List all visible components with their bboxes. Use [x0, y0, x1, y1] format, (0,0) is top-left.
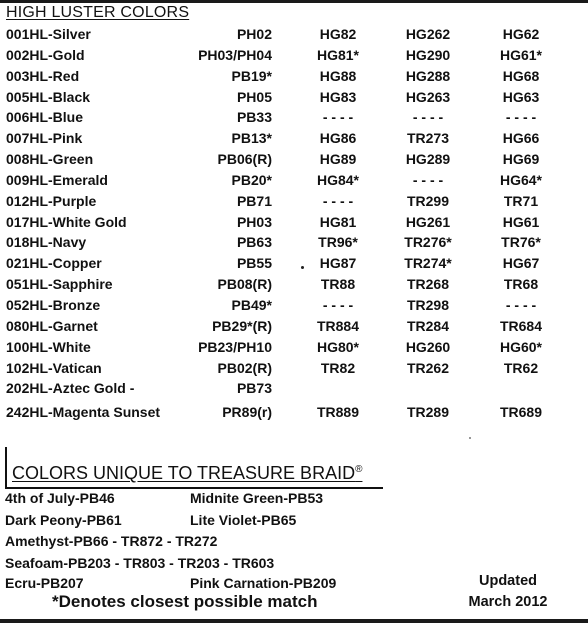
color-name-cell: 080HL-Garnet	[6, 317, 98, 334]
match-code-cell-3: TR62	[503, 359, 539, 376]
unique-item-4th-of-july: 4th of July-PB46	[5, 490, 115, 506]
pb-code-cell: PH03/PH04	[198, 46, 272, 63]
match-code-cell-1: TR889	[316, 404, 360, 421]
match-code-cell-3: HG61	[502, 213, 540, 230]
match-code-cell-1: - - - -	[322, 109, 354, 126]
match-code-cell-2: TR262	[406, 359, 450, 376]
match-code-cell-1: TR96*	[318, 234, 358, 251]
match-code-cell-2: HG262	[405, 26, 451, 42]
pb-code-cell: PB49*	[231, 296, 272, 313]
color-name-cell: 009HL-Emerald	[6, 171, 108, 188]
table-row	[0, 359, 588, 380]
color-name-cell: 102HL-Vatican	[6, 359, 102, 376]
box-bottom-rule	[5, 487, 383, 489]
match-code-cell-1: HG86	[319, 130, 357, 147]
color-name-cell: 202HL-Aztec Gold -	[6, 380, 135, 397]
match-code-cell-2: TR298	[406, 296, 450, 313]
box-left-rule	[5, 447, 7, 487]
match-code-cell-2: HG261	[405, 213, 451, 230]
section-title-high-luster: HIGH LUSTER COLORS	[6, 4, 190, 21]
match-code-cell-3: TR71	[503, 192, 539, 209]
match-code-cell-1: HG83	[319, 88, 357, 105]
registered-mark: ®	[355, 464, 363, 475]
color-name-cell: 007HL-Pink	[6, 130, 83, 147]
color-name-cell: 021HL-Copper	[6, 255, 102, 272]
speck-mark	[301, 266, 304, 269]
match-code-cell-3: HG60*	[499, 338, 543, 355]
match-code-cell-2: HG260	[405, 338, 451, 355]
unique-item-seafoam: Seafoam-PB203 - TR803 - TR203 - TR603	[5, 555, 275, 571]
section-title-unique	[12, 463, 362, 484]
match-code-cell-3: HG69	[502, 151, 540, 168]
pb-code-cell: PH02	[236, 26, 272, 42]
unique-item-ecru: Ecru-PB207	[5, 575, 84, 591]
table-row	[0, 46, 588, 67]
table-row	[0, 400, 588, 421]
match-code-cell-2: HG263	[405, 88, 451, 105]
pb-code-cell: PB13*	[231, 130, 272, 147]
match-code-cell-3: HG64*	[499, 171, 543, 188]
color-name-cell: 051HL-Sapphire	[6, 276, 113, 293]
pb-code-cell: PB29*(R)	[212, 317, 272, 334]
pb-code-cell: PR89(r)	[222, 404, 272, 421]
table-row	[0, 275, 588, 296]
table-row	[0, 150, 588, 171]
match-code-cell-1: - - - -	[322, 296, 354, 313]
match-code-cell-2: TR268	[406, 276, 450, 293]
match-code-cell-2: TR276*	[404, 234, 452, 251]
unique-item-pink-carnation: Pink Carnation-PB209	[190, 575, 337, 591]
top-border	[0, 0, 588, 3]
color-name-cell: 100HL-White	[6, 338, 91, 355]
color-name-cell: 017HL-White Gold	[6, 213, 127, 230]
unique-item-midnite-green: Midnite Green-PB53	[190, 490, 324, 506]
table-row	[0, 108, 588, 129]
match-code-cell-2: TR299	[406, 192, 450, 209]
match-code-cell-3: - - - -	[505, 296, 537, 313]
match-code-cell-2: HG289	[405, 151, 451, 168]
match-code-cell-1: HG88	[319, 67, 357, 84]
match-code-cell-1: HG80*	[316, 338, 360, 355]
unique-item-lite-violet: Lite Violet-PB65	[190, 512, 297, 528]
color-name-cell: 018HL-Navy	[6, 234, 87, 251]
table-row	[0, 67, 588, 88]
updated-date: March 2012	[468, 594, 548, 610]
unique-title-text: COLORS UNIQUE TO TREASURE BRAID	[12, 463, 356, 483]
pb-code-cell: PB73	[236, 380, 272, 397]
match-code-cell-3: TR76*	[501, 234, 541, 251]
match-code-cell-3: TR689	[499, 404, 543, 421]
table-row	[0, 171, 588, 192]
table-row	[0, 379, 588, 400]
table-row	[0, 25, 588, 46]
match-code-cell-1: HG87	[319, 255, 357, 272]
pb-code-cell: PH05	[236, 88, 272, 105]
updated-label: Updated	[479, 573, 537, 589]
color-name-cell: 005HL-Black	[6, 88, 91, 105]
color-name-cell: 001HL-Silver	[6, 26, 91, 42]
match-code-cell-2: HG288	[405, 67, 451, 84]
match-code-cell-3: - - - -	[505, 109, 537, 126]
color-name-cell: 006HL-Blue	[6, 109, 84, 126]
table-row	[0, 317, 588, 338]
pb-code-cell: PB63	[236, 234, 272, 251]
pb-code-cell: PB71	[236, 192, 272, 209]
table-row	[0, 192, 588, 213]
table-row	[0, 88, 588, 109]
match-code-cell-3: HG62	[502, 26, 540, 42]
match-code-cell-2: TR289	[406, 404, 450, 421]
unique-item-amethyst: Amethyst-PB66 - TR872 - TR272	[5, 533, 218, 549]
match-code-cell-1: HG81*	[316, 46, 360, 63]
table-row	[0, 296, 588, 317]
speck-mark	[469, 437, 471, 439]
match-code-cell-1: HG81	[319, 213, 357, 230]
match-code-cell-1: HG82	[319, 26, 357, 42]
match-code-cell-3: HG68	[502, 67, 540, 84]
pb-code-cell: PB08(R)	[217, 276, 272, 293]
match-code-cell-2: TR274*	[404, 255, 452, 272]
color-name-cell: 052HL-Bronze	[6, 296, 101, 313]
match-code-cell-3: HG67	[502, 255, 540, 272]
match-code-cell-2: HG290	[405, 46, 451, 63]
pb-code-cell: PB23/PH10	[198, 338, 272, 355]
pb-code-cell: PB06(R)	[217, 151, 272, 168]
pb-code-cell: PB55	[236, 255, 272, 272]
match-code-cell-1: TR82	[320, 359, 356, 376]
color-name-cell: 242HL-Magenta Sunset	[6, 404, 161, 421]
match-code-cell-2: - - - -	[412, 171, 444, 188]
color-name-cell: 003HL-Red	[6, 67, 80, 84]
match-code-cell-1: HG84*	[316, 171, 360, 188]
pb-code-cell: PB20*	[231, 171, 272, 188]
color-name-cell: 008HL-Green	[6, 151, 94, 168]
match-code-cell-3: TR684	[499, 317, 543, 334]
footnote: *Denotes closest possible match	[52, 592, 318, 611]
color-name-cell: 002HL-Gold	[6, 46, 85, 63]
color-name-cell: 012HL-Purple	[6, 192, 97, 209]
color-table	[0, 25, 588, 421]
match-code-cell-1: - - - -	[322, 192, 354, 209]
match-code-cell-2: - - - -	[412, 109, 444, 126]
match-code-cell-2: TR273	[406, 130, 450, 147]
match-code-cell-1: HG89	[319, 151, 357, 168]
pb-code-cell: PB33	[236, 109, 272, 126]
table-row	[0, 233, 588, 254]
table-row	[0, 213, 588, 234]
pb-code-cell: PB02(R)	[217, 359, 272, 376]
match-code-cell-2: TR284	[406, 317, 450, 334]
table-row	[0, 338, 588, 359]
match-code-cell-3: HG66	[502, 130, 540, 147]
bottom-border	[0, 619, 588, 623]
table-row	[0, 129, 588, 150]
pb-code-cell: PB19*	[231, 67, 272, 84]
table-row	[0, 254, 588, 275]
match-code-cell-1: TR884	[316, 317, 360, 334]
match-code-cell-3: HG61*	[499, 46, 543, 63]
match-code-cell-3: TR68	[503, 276, 539, 293]
match-code-cell-1: TR88	[320, 276, 356, 293]
pb-code-cell: PH03	[236, 213, 272, 230]
match-code-cell-3: HG63	[502, 88, 540, 105]
unique-item-dark-peony: Dark Peony-PB61	[5, 512, 122, 528]
